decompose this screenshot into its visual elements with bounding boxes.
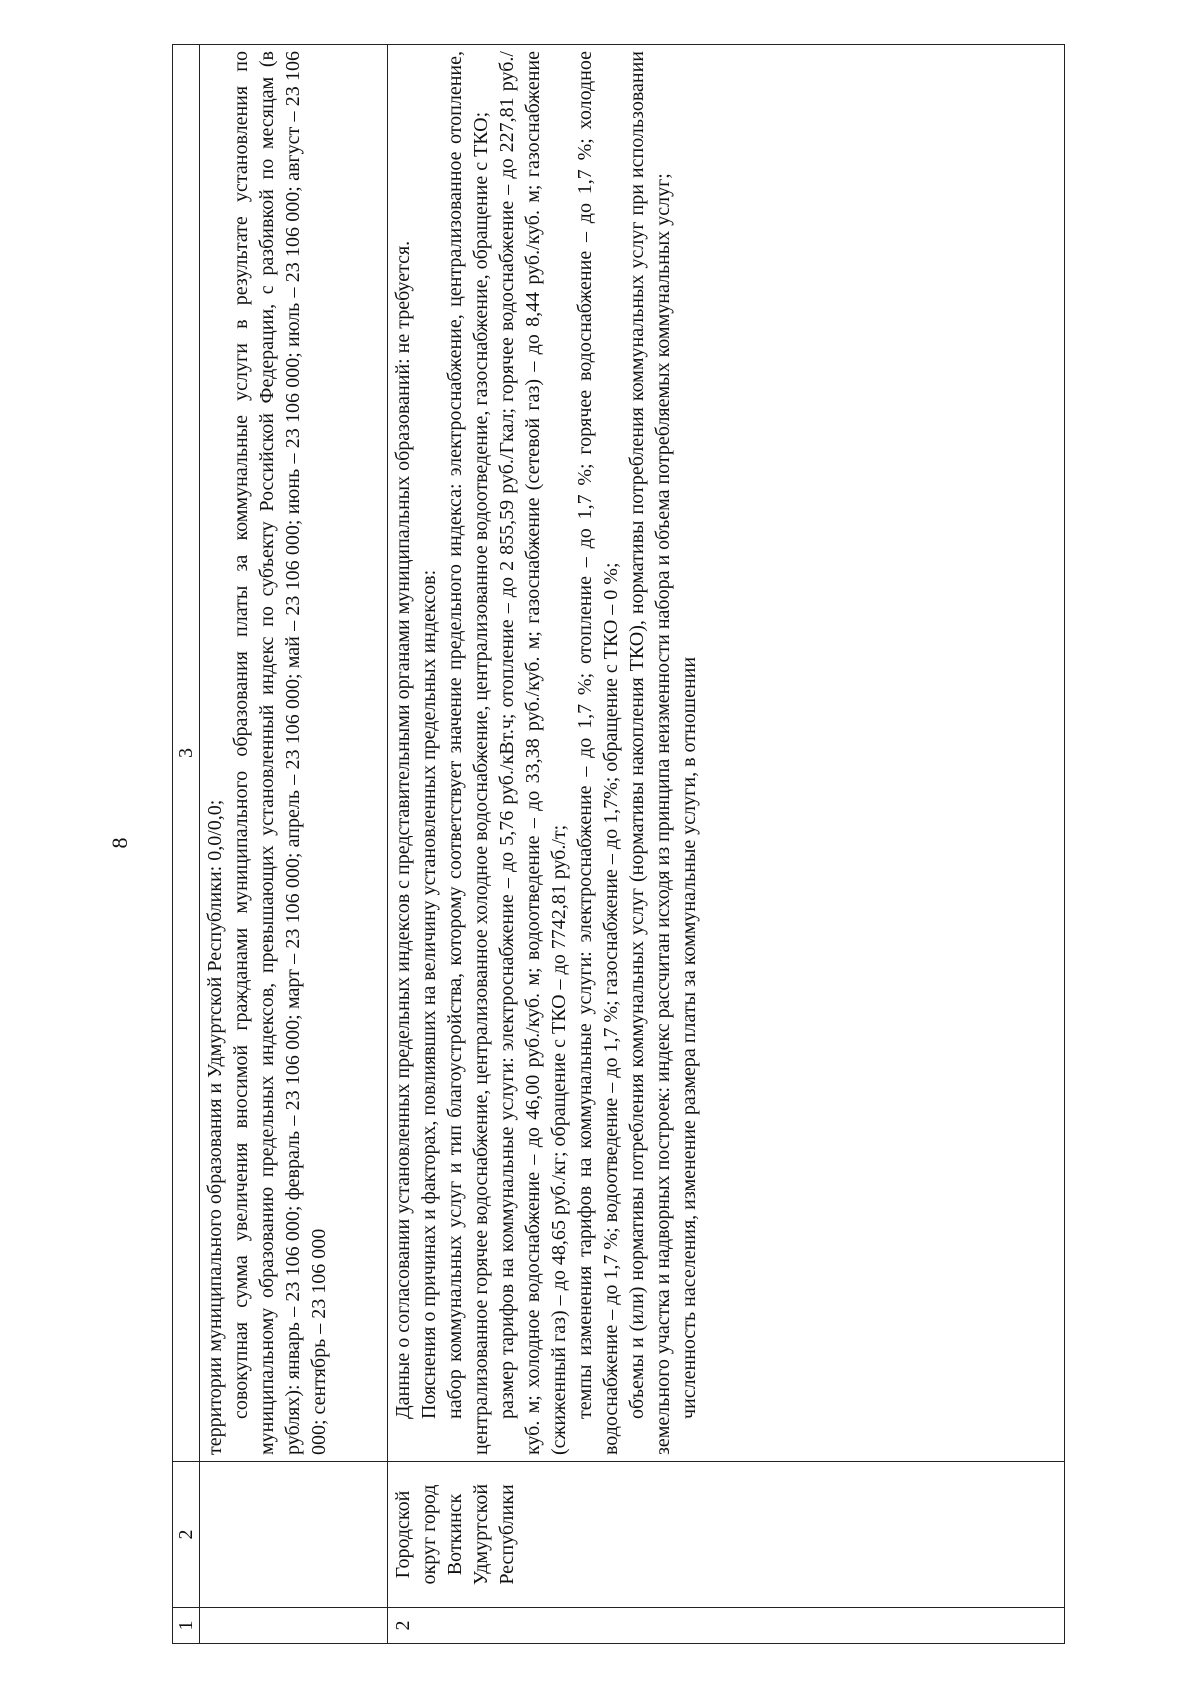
- table-row-votkinsk: [388, 45, 1065, 1644]
- table-header-row: [173, 45, 200, 1644]
- header-cell-3: 3: [173, 45, 200, 1462]
- header-cell-1: 1: [173, 1608, 200, 1644]
- page-number: 8: [107, 837, 132, 849]
- description-paragraph: совокупная сумма увеличения вносимой гражданами муниципального образования платы за коммунальные услуги в результате установления по муниципальному образованию предельных индексов, превышающих установленный индекс по субъекту Российской Федерации, с разбивкой по месяцам (в рублях): январь – 23 106 000; февраль – 23 106 000; март – 23 106 000; апрель – 23 106 000; май – 23 106 000; июнь – 23 106 000; июль – 23 106 000; август – 23 106 000; сентябрь – 23 106 000: [230, 51, 330, 1455]
- description-paragraph: территории муниципального образования и Удмуртской Республики: 0,0/0,0;: [204, 799, 226, 1455]
- description-paragraph: численность населения, изменение размера платы за коммунальные услуги, в отношении: [678, 656, 700, 1419]
- description-paragraph: объемы и (или) нормативы потребления коммунальных услуг (нормативы накопления ТКО), нормативы потребления коммунальных услуг при использовании земельного участка и надворных построек: индекс рассчитан исходя из принципа неизменности набора и объема потребляемых коммунальных услуг;: [626, 51, 674, 1455]
- description-paragraph: Данные о согласовании установленных предельных индексов с представительными органами муниципальных образований: не требуется.: [392, 240, 414, 1419]
- description-paragraph: темпы изменения тарифов на коммунальные услуги: электроснабжение – до 1,7 %; отопление – до 1,7 %; горячее водоснабжение – до 1,7 %; холодное водоснабжение – до 1,7 %; водоотведение – до 1,7 %; газоснабжение – до 1,7%; обращение с ТКО – 0 %;: [574, 51, 622, 1455]
- description-paragraph: Пояснения о причинах и факторах, повлиявших на величину установленных предельных индексов:: [418, 569, 440, 1419]
- row-number-cell: 2: [388, 1608, 1065, 1644]
- row-number-cell: [200, 1608, 388, 1644]
- description-cell: [388, 45, 1065, 1462]
- municipality-name-cell: Городской округ город Воткинск Удмуртской Республики: [388, 1462, 1065, 1608]
- description-cell: [200, 45, 388, 1462]
- municipality-name-cell: [200, 1462, 388, 1608]
- table-row-continuation: [200, 45, 388, 1644]
- description-paragraph: набор коммунальных услуг и тип благоустройства, которому соответствует значение предельного индекса: электроснабжение, централизованное отопление, централизованное горячее водоснабжение, централизованное холодное водоснабжение, централизованное водоотведение, газоснабжение, обращение с ТКО;: [444, 51, 492, 1455]
- document-table: [172, 44, 1065, 1644]
- document-table-container: [172, 44, 1065, 1644]
- description-paragraph: размер тарифов на коммунальные услуги: электроснабжение – до 5,76 руб./кВт.ч; отопление – до 2 855,59 руб./Гкал; горячее водоснабжение – до 227,81 руб./куб. м; холодное водоснабжение – до 46,00 руб./куб. м; водоотведение – до 33,38 руб./куб. м; газоснабжение (сетевой газ) – до 8,44 руб./куб. м; газоснабжение (сжиженный газ) – до 48,65 руб./кг; обращение с ТКО – до 7742,81 руб./т;: [496, 51, 570, 1455]
- header-cell-2: 2: [173, 1462, 200, 1608]
